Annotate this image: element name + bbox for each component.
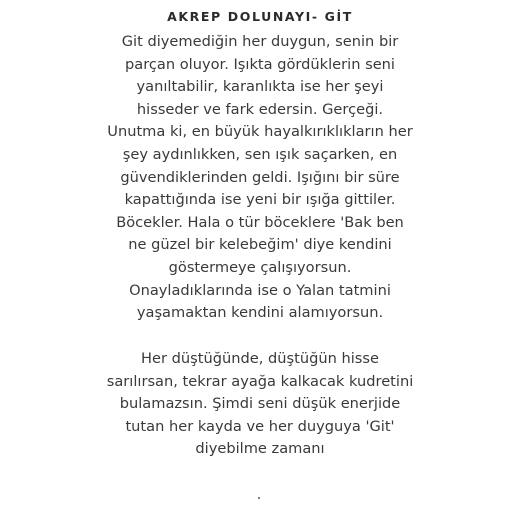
text-line: güvendiklerinden geldi. Işığını bir süre: [120, 168, 400, 186]
text-line: parçan oluyor. Işıkta gördüklerin seni: [125, 55, 395, 73]
text-line: Her düştüğünde, düştüğün hisse: [141, 350, 379, 367]
text-line: Böcekler. Hala o tür böceklere 'Bak ben: [116, 213, 404, 231]
text-line: yanıltabilir, karanlıkta ise her şeyi: [136, 78, 384, 96]
text-line: hisseder ve fark edersin. Gerçeği.: [136, 100, 384, 118]
decorative-dot: [258, 497, 260, 499]
text-line: Onayladıklarında ise o Yalan tatmini: [129, 281, 391, 299]
paragraph-1: [60, 31, 460, 325]
text-line: şey aydınlıkken, sen ışık saçarken, en: [122, 145, 398, 163]
text-line: bulamazsın. Şimdi seni düşük enerjide: [119, 395, 401, 413]
text-line: tutan her kayda ve her duyguya 'Git': [125, 417, 395, 435]
text-line: göstermeye çalışıyorsun.: [168, 258, 352, 276]
text-line: Unutma ki, en büyük hayalkırıklıkların her: [107, 123, 413, 141]
paragraph-2: [60, 348, 460, 461]
text-line: ne güzel bir kelebeğim' diye kendini: [128, 236, 392, 254]
page-title: AKREP DOLUNAYI- GİT: [167, 9, 353, 24]
text-line: Git diyemediğin her duygun, senin bir: [121, 33, 399, 50]
text-line: diyebilme zamanı: [195, 440, 325, 458]
text-line: kapattığında ise yeni bir ışığa gittiler.: [124, 191, 396, 209]
text-line: yaşamaktan kendini alamıyorsun.: [136, 304, 384, 322]
text-line: sarılırsan, tekrar ayağa kalkacak kudretini: [106, 372, 414, 390]
